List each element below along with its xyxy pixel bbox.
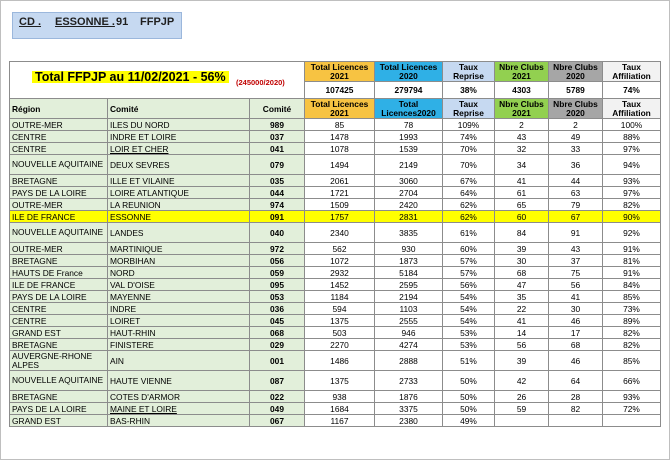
cell-region: PAYS DE LA LOIRE <box>10 187 108 199</box>
cell-taux: 61% <box>443 223 495 243</box>
cell-comite: LANDES <box>108 223 250 243</box>
cell-aff: 91% <box>603 267 661 279</box>
cell-comite: ESSONNE <box>108 211 250 223</box>
cell-club20: 37 <box>549 255 603 267</box>
cell-comite: BAS-RHIN <box>108 415 250 427</box>
cell-lic21: 594 <box>305 303 375 315</box>
cell-lic21: 938 <box>305 391 375 403</box>
cell-club21: 34 <box>495 155 549 175</box>
cell-comite: INDRE ET LOIRE <box>108 131 250 143</box>
cell-club20: 46 <box>549 351 603 371</box>
summary-header-row <box>10 62 661 82</box>
cell-club21: 84 <box>495 223 549 243</box>
cell-comite: LA REUNION <box>108 199 250 211</box>
cell-comite: MAINE ET LOIRE <box>108 403 250 415</box>
cell-taux: 51% <box>443 351 495 371</box>
cell-region: NOUVELLE AQUITAINE <box>10 223 108 243</box>
cell-club21: 61 <box>495 187 549 199</box>
cell-comite-num: 087 <box>250 371 305 391</box>
cell-club20: 44 <box>549 175 603 187</box>
table-row <box>10 391 661 403</box>
cell-club21: 22 <box>495 303 549 315</box>
cell-aff: 84% <box>603 279 661 291</box>
cell-aff: 89% <box>603 315 661 327</box>
summary-club20: 5789 <box>549 82 603 99</box>
summary-club21: 4303 <box>495 82 549 99</box>
cell-region: PAYS DE LA LOIRE <box>10 291 108 303</box>
cell-comite-num: 079 <box>250 155 305 175</box>
cell-comite-num: 045 <box>250 315 305 327</box>
cell-club21: 47 <box>495 279 549 291</box>
cell-club20: 33 <box>549 143 603 155</box>
summary-aff: 74% <box>603 82 661 99</box>
cell-comite: AIN <box>108 351 250 371</box>
cell-club20: 49 <box>549 131 603 143</box>
cell-region: OUTRE-MER <box>10 199 108 211</box>
cell-club21: 35 <box>495 291 549 303</box>
table-row <box>10 187 661 199</box>
table-row <box>10 119 661 131</box>
cell-aff: 92% <box>603 223 661 243</box>
cell-aff: 82% <box>603 339 661 351</box>
cell-aff <box>603 415 661 427</box>
table-header-row <box>10 99 661 119</box>
cell-club21: 2 <box>495 119 549 131</box>
cell-club21: 68 <box>495 267 549 279</box>
cell-lic20: 2420 <box>375 199 443 211</box>
cell-aff: 91% <box>603 243 661 255</box>
cell-taux: 56% <box>443 279 495 291</box>
cell-club21: 42 <box>495 371 549 391</box>
cell-comite: MORBIHAN <box>108 255 250 267</box>
table-row <box>10 155 661 175</box>
cell-region: BRETAGNE <box>10 339 108 351</box>
cell-comite: DEUX SEVRES <box>108 155 250 175</box>
cell-comite-num: 095 <box>250 279 305 291</box>
cell-aff: 97% <box>603 143 661 155</box>
cell-region: BRETAGNE <box>10 255 108 267</box>
cell-club20: 17 <box>549 327 603 339</box>
cell-lic21: 1478 <box>305 131 375 143</box>
cell-taux: 62% <box>443 199 495 211</box>
cell-lic20: 2733 <box>375 371 443 391</box>
summary-header-club21: Nbre Clubs 2021 <box>495 62 549 82</box>
col-header-club21: Nbre Clubs 2021 <box>495 99 549 119</box>
cell-comite-num: 091 <box>250 211 305 223</box>
col-header-club20: Nbre Clubs 2020 <box>549 99 603 119</box>
summary-header-club20: Nbre Clubs 2020 <box>549 62 603 82</box>
cell-comite: MAYENNE <box>108 291 250 303</box>
cell-club21: 30 <box>495 255 549 267</box>
cell-lic20: 2595 <box>375 279 443 291</box>
table-row <box>10 351 661 371</box>
cell-region: CENTRE <box>10 303 108 315</box>
cell-aff: 85% <box>603 291 661 303</box>
table-row <box>10 175 661 187</box>
table-row <box>10 255 661 267</box>
cell-comite-num: 056 <box>250 255 305 267</box>
banner-cd: CD . <box>19 16 41 28</box>
cell-club21: 41 <box>495 175 549 187</box>
cell-club21: 56 <box>495 339 549 351</box>
table-row <box>10 223 661 243</box>
cell-lic21: 85 <box>305 119 375 131</box>
col-header-comite: Comité <box>108 99 250 119</box>
col-header-taux: Taux Reprise <box>443 99 495 119</box>
cell-region: BRETAGNE <box>10 391 108 403</box>
table-row <box>10 315 661 327</box>
cell-taux: 109% <box>443 119 495 131</box>
table-row <box>10 211 661 223</box>
cell-lic20: 930 <box>375 243 443 255</box>
cell-region: CENTRE <box>10 143 108 155</box>
table-row <box>10 415 661 427</box>
cell-comite: HAUTE VIENNE <box>108 371 250 391</box>
cell-lic21: 1375 <box>305 371 375 391</box>
cell-region: CENTRE <box>10 315 108 327</box>
cell-club21: 26 <box>495 391 549 403</box>
table-row <box>10 371 661 391</box>
cell-comite: NORD <box>108 267 250 279</box>
cell-region: NOUVELLE AQUITAINE <box>10 371 108 391</box>
cell-comite-num: 037 <box>250 131 305 143</box>
table-row <box>10 403 661 415</box>
cell-lic21: 1486 <box>305 351 375 371</box>
cell-club20: 79 <box>549 199 603 211</box>
table-row <box>10 143 661 155</box>
table-row <box>10 279 661 291</box>
cell-lic21: 2061 <box>305 175 375 187</box>
col-header-comite-num: Comité <box>250 99 305 119</box>
cell-taux: 60% <box>443 243 495 255</box>
summary-lic20: 279794 <box>375 82 443 99</box>
cell-aff: 66% <box>603 371 661 391</box>
cell-club20: 67 <box>549 211 603 223</box>
cell-aff: 85% <box>603 351 661 371</box>
cell-taux: 67% <box>443 175 495 187</box>
cell-comite-num: 001 <box>250 351 305 371</box>
cell-taux: 74% <box>443 131 495 143</box>
cell-taux: 57% <box>443 267 495 279</box>
cell-comite: LOIRET <box>108 315 250 327</box>
cell-club21: 43 <box>495 131 549 143</box>
cell-taux: 64% <box>443 187 495 199</box>
cell-club21 <box>495 415 549 427</box>
cell-club20: 64 <box>549 371 603 391</box>
cell-aff: 88% <box>603 131 661 143</box>
cell-lic21: 2340 <box>305 223 375 243</box>
cell-aff: 93% <box>603 175 661 187</box>
cell-club20: 30 <box>549 303 603 315</box>
cell-lic21: 1721 <box>305 187 375 199</box>
cell-region: GRAND EST <box>10 327 108 339</box>
cell-comite: LOIRE ATLANTIQUE <box>108 187 250 199</box>
cell-comite-num: 029 <box>250 339 305 351</box>
cell-lic20: 2831 <box>375 211 443 223</box>
cell-lic20: 2149 <box>375 155 443 175</box>
cell-aff: 100% <box>603 119 661 131</box>
cell-lic21: 1684 <box>305 403 375 415</box>
cell-lic20: 1873 <box>375 255 443 267</box>
cell-club20: 91 <box>549 223 603 243</box>
col-header-aff: Taux Affiliation <box>603 99 661 119</box>
cell-comite: LOIR ET CHER <box>108 143 250 155</box>
cell-club20 <box>549 415 603 427</box>
cell-lic20: 78 <box>375 119 443 131</box>
cell-club20: 68 <box>549 339 603 351</box>
cell-lic20: 1993 <box>375 131 443 143</box>
cell-aff: 90% <box>603 211 661 223</box>
banner-fed: FFPJP <box>140 16 175 28</box>
cell-comite: MARTINIQUE <box>108 243 250 255</box>
summary-header-taux: Taux Reprise <box>443 62 495 82</box>
cell-aff: 97% <box>603 187 661 199</box>
cell-club21: 32 <box>495 143 549 155</box>
cell-club20: 63 <box>549 187 603 199</box>
summary-header-aff: Taux Affiliation <box>603 62 661 82</box>
cell-lic21: 1078 <box>305 143 375 155</box>
cell-region: NOUVELLE AQUITAINE <box>10 155 108 175</box>
summary-lic21: 107425 <box>305 82 375 99</box>
cell-comite: ILES DU NORD <box>108 119 250 131</box>
cell-club21: 39 <box>495 351 549 371</box>
cell-lic20: 946 <box>375 327 443 339</box>
table-row <box>10 339 661 351</box>
col-header-lic20: Total Licences2020 <box>375 99 443 119</box>
cell-taux: 53% <box>443 339 495 351</box>
cell-lic20: 3835 <box>375 223 443 243</box>
cell-comite: HAUT-RHIN <box>108 327 250 339</box>
col-header-lic21: Total Licences 2021 <box>305 99 375 119</box>
cell-region: AUVERGNE-RHONE ALPES <box>10 351 108 371</box>
cell-club20: 2 <box>549 119 603 131</box>
cell-comite-num: 974 <box>250 199 305 211</box>
table-row <box>10 131 661 143</box>
cell-lic21: 1375 <box>305 315 375 327</box>
cell-club20: 75 <box>549 267 603 279</box>
cell-aff: 73% <box>603 303 661 315</box>
table-row <box>10 303 661 315</box>
table-row <box>10 267 661 279</box>
cell-club20: 46 <box>549 315 603 327</box>
cell-comite-num: 053 <box>250 291 305 303</box>
cell-comite-num: 035 <box>250 175 305 187</box>
cell-taux: 70% <box>443 143 495 155</box>
banner-dept: ESSONNE . <box>55 16 115 28</box>
cell-club20: 82 <box>549 403 603 415</box>
cell-aff: 94% <box>603 155 661 175</box>
cell-lic20: 2380 <box>375 415 443 427</box>
cell-taux: 49% <box>443 415 495 427</box>
banner-num: 91 <box>116 16 129 28</box>
cell-comite-num: 022 <box>250 391 305 403</box>
cell-aff: 93% <box>603 391 661 403</box>
cell-comite-num: 068 <box>250 327 305 339</box>
cell-lic21: 1184 <box>305 291 375 303</box>
cell-club21: 14 <box>495 327 549 339</box>
cell-club20: 43 <box>549 243 603 255</box>
cell-region: OUTRE-MER <box>10 243 108 255</box>
cell-lic20: 4274 <box>375 339 443 351</box>
cell-aff: 82% <box>603 327 661 339</box>
cell-club20: 56 <box>549 279 603 291</box>
cell-taux: 70% <box>443 155 495 175</box>
cell-comite: FINISTERE <box>108 339 250 351</box>
cell-comite: INDRE <box>108 303 250 315</box>
cell-lic20: 2888 <box>375 351 443 371</box>
cell-lic20: 1103 <box>375 303 443 315</box>
summary-taux: 38% <box>443 82 495 99</box>
cell-comite-num: 041 <box>250 143 305 155</box>
cell-lic20: 2194 <box>375 291 443 303</box>
cell-comite-num: 040 <box>250 223 305 243</box>
cell-comite: VAL D'OISE <box>108 279 250 291</box>
cell-comite-num: 067 <box>250 415 305 427</box>
summary-header-lic20: Total Licences 2020 <box>375 62 443 82</box>
cell-comite-num: 044 <box>250 187 305 199</box>
cell-region: PAYS DE LA LOIRE <box>10 403 108 415</box>
cell-club21: 41 <box>495 315 549 327</box>
cell-comite: ILLE ET VILAINE <box>108 175 250 187</box>
cell-lic20: 1539 <box>375 143 443 155</box>
cell-lic21: 1494 <box>305 155 375 175</box>
cell-aff: 81% <box>603 255 661 267</box>
cell-region: CENTRE <box>10 131 108 143</box>
cell-comite-num: 059 <box>250 267 305 279</box>
cell-region: ILE DE FRANCE <box>10 279 108 291</box>
cell-lic21: 1452 <box>305 279 375 291</box>
cell-taux: 54% <box>443 291 495 303</box>
header-banner <box>12 12 182 39</box>
cell-region: OUTRE-MER <box>10 119 108 131</box>
cell-lic20: 2555 <box>375 315 443 327</box>
cell-comite-num: 989 <box>250 119 305 131</box>
cell-lic21: 562 <box>305 243 375 255</box>
cell-aff: 72% <box>603 403 661 415</box>
cell-club20: 28 <box>549 391 603 403</box>
table-row <box>10 243 661 255</box>
cell-taux: 50% <box>443 403 495 415</box>
cell-aff: 82% <box>603 199 661 211</box>
cell-comite-num: 972 <box>250 243 305 255</box>
summary-header-lic21: Total Licences 2021 <box>305 62 375 82</box>
cell-lic21: 2270 <box>305 339 375 351</box>
total-title: Total FFPJP au 11/02/2021 - 56% <box>32 71 229 83</box>
cell-lic20: 1876 <box>375 391 443 403</box>
cell-comite: COTES D'ARMOR <box>108 391 250 403</box>
cell-taux: 57% <box>443 255 495 267</box>
cell-lic21: 1509 <box>305 199 375 211</box>
cell-lic21: 503 <box>305 327 375 339</box>
cell-taux: 50% <box>443 391 495 403</box>
cell-lic21: 1167 <box>305 415 375 427</box>
cell-comite-num: 036 <box>250 303 305 315</box>
cell-comite-num: 049 <box>250 403 305 415</box>
cell-taux: 53% <box>443 327 495 339</box>
cell-lic21: 1757 <box>305 211 375 223</box>
cell-club20: 36 <box>549 155 603 175</box>
cell-lic20: 2704 <box>375 187 443 199</box>
cell-region: GRAND EST <box>10 415 108 427</box>
table-row <box>10 327 661 339</box>
col-header-region: Région <box>10 99 108 119</box>
cell-lic21: 1072 <box>305 255 375 267</box>
cell-region: ILE DE FRANCE <box>10 211 108 223</box>
table-row <box>10 291 661 303</box>
total-subtitle: (245000/2020) <box>236 78 285 87</box>
total-title-cell <box>10 62 305 99</box>
cell-taux: 54% <box>443 315 495 327</box>
cell-lic20: 3375 <box>375 403 443 415</box>
cell-lic20: 5184 <box>375 267 443 279</box>
cell-club21: 65 <box>495 199 549 211</box>
stats-table <box>9 61 661 427</box>
cell-club21: 60 <box>495 211 549 223</box>
cell-club21: 59 <box>495 403 549 415</box>
cell-region: BRETAGNE <box>10 175 108 187</box>
cell-taux: 50% <box>443 371 495 391</box>
cell-region: HAUTS DE France <box>10 267 108 279</box>
cell-club20: 41 <box>549 291 603 303</box>
cell-club21: 39 <box>495 243 549 255</box>
cell-lic20: 3060 <box>375 175 443 187</box>
table-row <box>10 199 661 211</box>
cell-taux: 62% <box>443 211 495 223</box>
cell-taux: 54% <box>443 303 495 315</box>
cell-lic21: 2932 <box>305 267 375 279</box>
